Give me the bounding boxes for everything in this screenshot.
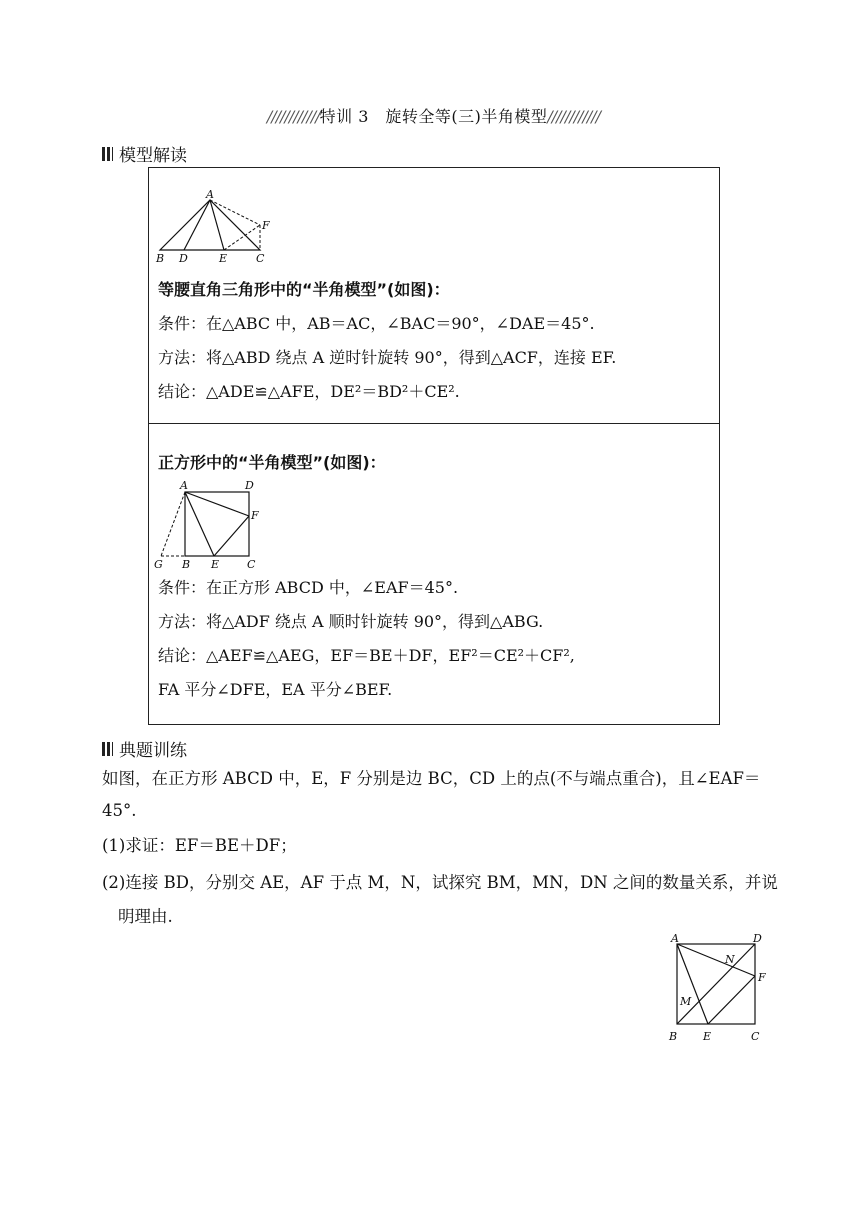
- problem-intro-line1: 如图，在正方形 ABCD 中，E，F 分别是边 BC，CD 上的点(不与端点重合)，且∠EAF＝: [102, 769, 761, 788]
- label-b: B: [669, 1030, 678, 1043]
- section-label: 典题训练: [119, 741, 187, 761]
- label-f: F: [758, 971, 766, 984]
- section-header-model: [102, 141, 187, 166]
- figure-square: [150, 476, 270, 572]
- model2-method: 方法：将△ADF 绕点 A 顺时针旋转 90°，得到△ABG.: [158, 612, 544, 631]
- title-text: 特训 3 旋转全等(三)半角模型: [319, 107, 548, 126]
- label-c: C: [247, 558, 256, 571]
- label-d: D: [753, 932, 762, 945]
- section-header-practice: [102, 736, 187, 761]
- label-c: C: [751, 1030, 760, 1043]
- label-n: N: [725, 953, 735, 966]
- label-a: A: [206, 188, 214, 201]
- section-label: 模型解读: [119, 146, 187, 166]
- label-e: E: [219, 252, 228, 264]
- label-d: D: [245, 479, 254, 492]
- title-decoration-left: ////////////: [266, 107, 320, 126]
- figure-triangle: [150, 188, 280, 264]
- label-a: A: [180, 479, 188, 492]
- label-f: F: [251, 509, 259, 522]
- label-e: E: [703, 1030, 712, 1043]
- model1-conclusion: 结论：△ADE≌△AFE，DE²＝BD²＋CE².: [158, 382, 460, 401]
- problem-question-1: (1)求证：EF＝BE＋DF；: [102, 836, 297, 855]
- model2-conclusion-1: 结论：△AEF≌△AEG，EF＝BE＋DF，EF²＝CE²＋CF²,: [158, 646, 575, 665]
- section-marker-icon: [102, 147, 113, 161]
- model1-heading: 等腰直角三角形中的“半角模型”(如图)：: [158, 280, 450, 299]
- label-b: B: [156, 252, 165, 264]
- model1-condition: 条件：在△ABC 中，AB＝AC，∠BAC＝90°，∠DAE＝45°.: [158, 314, 595, 333]
- model2-conclusion-2: FA 平分∠DFE，EA 平分∠BEF.: [158, 680, 393, 699]
- label-e: E: [211, 558, 220, 571]
- label-b: B: [182, 558, 191, 571]
- problem-intro-line2: 45°.: [102, 801, 137, 820]
- title-decoration-right: ////////////: [547, 107, 601, 126]
- figure-problem: [665, 930, 775, 1048]
- label-f: F: [262, 219, 270, 232]
- problem-question-2-line2: 明理由.: [118, 907, 173, 926]
- problem-question-2-line1: (2)连接 BD，分别交 AE，AF 于点 M，N，试探究 BM，MN，DN 之间的数量关系，并说: [102, 873, 778, 892]
- model2-condition: 条件：在正方形 ABCD 中，∠EAF＝45°.: [158, 578, 459, 597]
- page-title: [0, 104, 867, 127]
- label-a: A: [671, 932, 679, 945]
- model1-method: 方法：将△ABD 绕点 A 逆时针旋转 90°，得到△ACF，连接 EF.: [158, 348, 617, 367]
- section-marker-icon: [102, 742, 113, 756]
- model2-heading: 正方形中的“半角模型”(如图)：: [158, 453, 386, 472]
- box-divider: [148, 423, 720, 424]
- label-m: M: [680, 995, 692, 1008]
- label-g: G: [154, 558, 163, 571]
- label-c: C: [256, 252, 265, 264]
- label-d: D: [179, 252, 188, 264]
